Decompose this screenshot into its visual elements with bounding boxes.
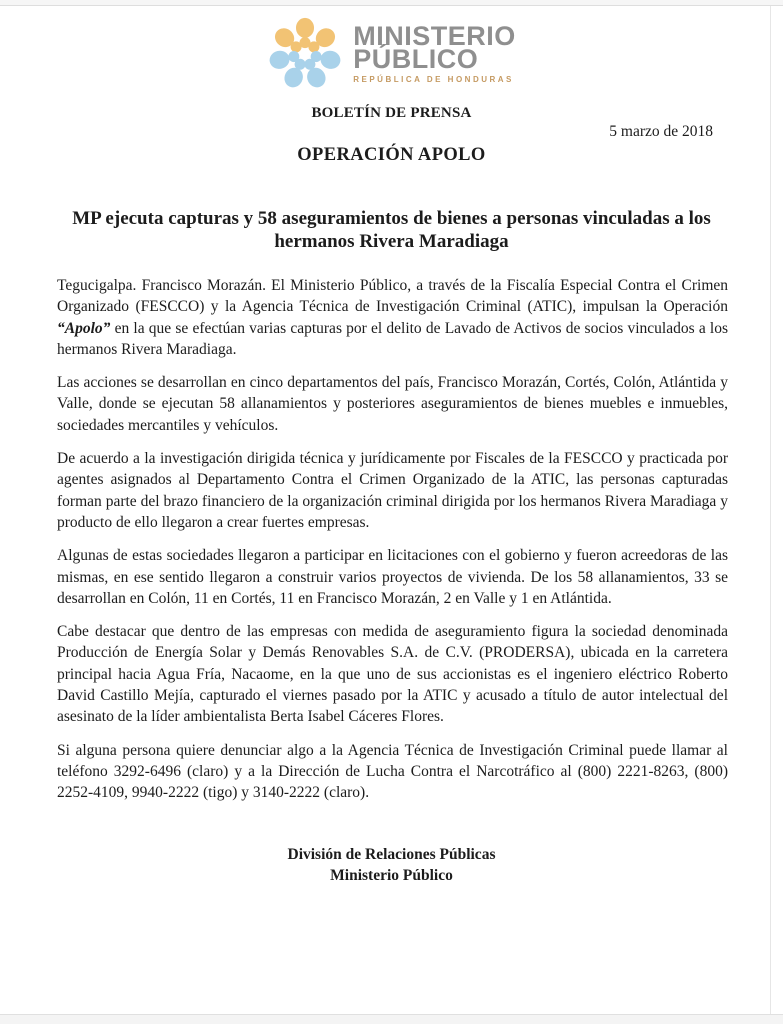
paragraph-1-text-before: Tegucigalpa. Francisco Morazán. El Ministerio Público, a través de la Fiscalía Especial Contra el Crimen Organizado (FESCCO) y la Agencia Técnica de Investigación Criminal (ATIC), impulsan la Operación — [57, 277, 728, 316]
signature-block — [0, 844, 783, 886]
bulletin-label: BOLETÍN DE PRENSA — [311, 105, 472, 121]
paragraph-5: Cabe destacar que dentro de las empresas con medida de aseguramiento figura la sociedad denominada Producción de Energía Solar y Demás Renovables S.A. de C.V. (PRODERSA), ubicada en la carretera principal hacia Agua Fría, Nacaome, en la que uno de sus accionistas es el ingeniero eléctrico Roberto David Castillo Mejía, capturado el viernes pasado por la ATIC y acusado a título de autor intelectual del asesinato de la líder ambientalista Berta Isabel Cáceres Flores. — [57, 623, 728, 726]
operation-title: OPERACIÓN APOLO — [297, 145, 486, 165]
ministerio-publico-masthead — [0, 6, 783, 92]
paragraph-2: Las acciones se desarrollan en cinco departamentos del país, Francisco Morazán, Cortés, Colón, Atlántida y Valle, donde se ejecutan 58 allanamientos y posteriores aseguramientos de bienes muebles e inmuebles, sociedades mercantiles y vehículos. — [57, 374, 728, 434]
scan-edge-bottom — [0, 1014, 783, 1024]
logo-title-line2: PÚBLICO — [353, 43, 479, 74]
press-release-body — [57, 275, 728, 804]
logo-title-line1: MINISTERIO — [353, 20, 516, 51]
paragraph-3: De acuerdo a la investigación dirigida técnica y jurídicamente por Fiscales de la FESCCO y practicada por agentes asignados al Departamento Contra el Crimen Organizado de la ATIC, las personas capturadas forman parte del brazo financiero de la organización criminal dirigida por los hermanos Rivera Maradiaga y producto de ello llegaron a crear fuertes empresas. — [57, 450, 728, 531]
logo-subtitle: REPÚBLICA DE HONDURAS — [353, 74, 514, 84]
logo-wordmark — [353, 20, 516, 84]
paragraph-4: Algunas de estas sociedades llegaron a participar en licitaciones con el gobierno y fueron acreedoras de las mismas, en ese sentido llegaron a construir varios proyectos de vivienda. De los 58 allanamientos, 33 se desarrollan en Colón, 11 en Cortés, 11 en Francisco Morazán, 2 en Valle y 1 en Atlántida. — [57, 547, 728, 607]
paragraph-6: Si alguna persona quiere denunciar algo a la Agencia Técnica de Investigación Criminal puede llamar al teléfono 3292-6496 (claro) y a la Dirección de Lucha Contra el Narcotráfico al (800) 2221-8263, (800) 2252-4109, 9940-2222 (tigo) y 3140-2222 (claro). — [57, 741, 728, 802]
people-circle-logo-icon — [267, 16, 343, 92]
paragraph-1 — [57, 275, 728, 360]
paragraph-1-text-after: en la que se efectúan varias capturas por el delito de Lavado de Activos de socios vinculados a los hermanos Rivera Maradiaga. — [57, 319, 728, 358]
document-date: 5 marzo de 2018 — [609, 123, 713, 140]
page — [0, 6, 783, 886]
signature-division: División de Relaciones Públicas — [287, 845, 496, 863]
headline: MP ejecuta capturas y 58 aseguramientos de bienes a personas vinculadas a los hermanos Rivera Maradiaga — [72, 208, 711, 252]
signature-organization: Ministerio Público — [330, 866, 453, 884]
operation-name-emphasis: “Apolo” — [57, 319, 111, 337]
